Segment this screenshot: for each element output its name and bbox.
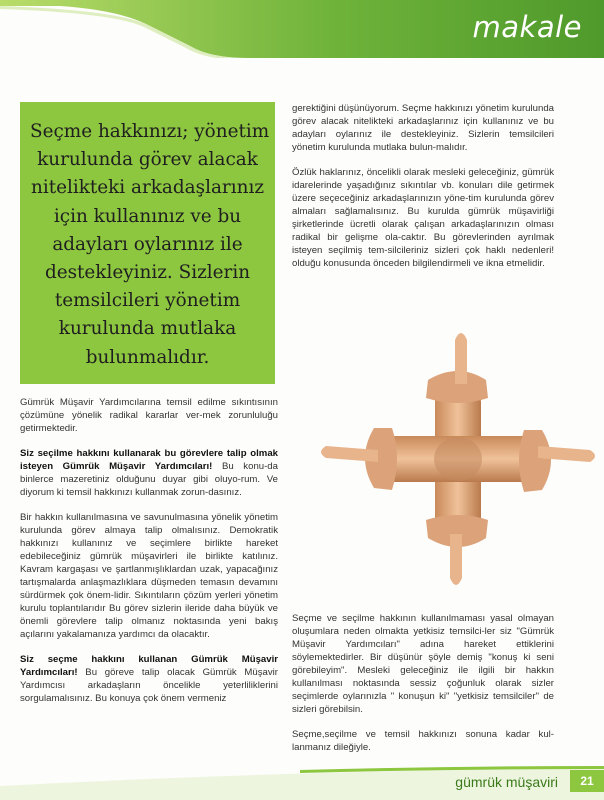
pullquote-line: kurulunda mutlaka (58, 318, 237, 340)
paragraph: Gümrük Müşavir Yardımcılarına temsil edilme sıkıntısının çözümüne yönelik radikal kararlar ver-mek zorunluluğu getirmektedir. (20, 397, 278, 434)
paragraph: gerektiğini düşünüyorum. Seçme hakkınızı yönetim kurulunda görev alacak nitelikteki arkadaşlarınız için kullanınız ve bu adayları oylarınız ile destekleyiniz. Sizlerin temsilcileri yönetim kurulunda mutlaka bulun-malıdır. (292, 103, 554, 153)
pullquote-line: bulunmalıdır. (85, 346, 210, 368)
paragraph: Özlük haklarınız, öncelikli olarak mesleki geleceğiniz, gümrük idarelerinde yaşadığınız sıkıntılar vb. konuları dile getirmek üzere seçeceğiniz arkadaşlarınızın yöne-tim kurulunda görev almaları sağlamalısınız. Bu kurulda gümrük müşavirliği şirketlerinde ücretli olarak çalışan arkadaşlarınızın olması radikal bir gelişme ola-caktır. Bu görevlerinden ayrılmak isteyen seçilmiş tem-silcileriniz sizleri çok haklı nedenleri! olduğu konusunda önceden bilgilendirmeli ve ikna etmelidir. (292, 167, 554, 269)
left-column (20, 396, 278, 715)
pullquote-line: Seçme hakkınızı; yönetim (30, 121, 270, 142)
bold-lead: Siz seçme hakkını kullanan Gümrük Müşavir Yardımcıları! (20, 654, 278, 678)
section-title: makale (472, 10, 582, 44)
right-column-bottom (292, 612, 554, 764)
pullquote-line: nitelikteki arkadaşlarınız (30, 177, 265, 199)
paragraph-rest: Bu göreve talip olacak Gümrük Müşavir Yardımcısı arkadaşların öncelikle yeterliliklerini sorgulamalısınız. Bu konuya çok önem vermeniz (20, 667, 278, 704)
pullquote-line: destekleyiniz. Sizlerin (44, 262, 251, 284)
four-hands-pointing-cross-icon (318, 318, 598, 600)
right-column-top (292, 102, 554, 280)
paragraph: Seçme ve seçilme hakkının kullanılmaması yasal olmayan oluşumlara neden olmakta yetkisiz temsilci-ler siz "Gümrük Müşavir Yardımcıları" adına hareket ettiklerini söylemektedirler. Bir düşünür şöyle demiş "konuş ki seni görebileyim". Mesleki geleceğiniz ile ilgili bir hakkın kullanılması noktasında sessiz çoğunluk olarak sizler seçimlerde oylarınızla " konuşun ki" "yetkisiz temsilciler" de sizleri görebilsin. (292, 613, 554, 715)
paragraph-rest: Bu konu-da binlerce mazeretiniz olduğunu duyar gibi oluyo-rum. Ve diyorum ki temsil hakkınızı kullanmak zorun-dasınız. (20, 461, 278, 498)
pullquote-line: için kullanınız ve bu (53, 205, 242, 227)
pullquote-line: temsilcileri yönetim (54, 290, 241, 312)
bold-lead: Siz seçilme hakkını kullanarak bu görevlere talip olmak isteyen Gümrük Müşavir Yardımcıları! (20, 448, 278, 472)
pullquote-line: adayları oylarınız ile (52, 233, 243, 255)
paragraph: Bir hakkın kullanılmasına ve savunulmasına yönelik yönetim kurulunda görev almaya talip olmalısınız. Demokratik hakkınızı kullanınız ve seçimlere birlikte hareket edebileceğiniz gümrük müşavirleri ile birlikte katılınız. Kavram kargaşası ve şartlanmışlıklardan uzak, yapacağınız tartışmalarda anlaşmazlıklara düşmeden temasın devamını sürdürmek çok önem-lidir. Sıkıntıların çözüm yerleri yönetim kurulu toplantılarıdır Bu görev sizlerin ileride daha büyük ve önemli görevlere talip olmanız noktasında yeni bakış açılarını yakalamanıza yardımcı da olacaktır. (20, 512, 278, 640)
paragraph (20, 447, 278, 499)
paragraph (20, 653, 278, 705)
magazine-name: gümrük müşaviri (455, 774, 558, 790)
page-number: 21 (570, 770, 604, 792)
paragraph: Seçme,seçilme ve temsil hakkınızı sonuna kadar kul-lanmanız dileğiyle. (292, 729, 554, 753)
pullquote-box (20, 102, 275, 384)
pullquote-line: kurulunda görev alacak (37, 149, 258, 171)
